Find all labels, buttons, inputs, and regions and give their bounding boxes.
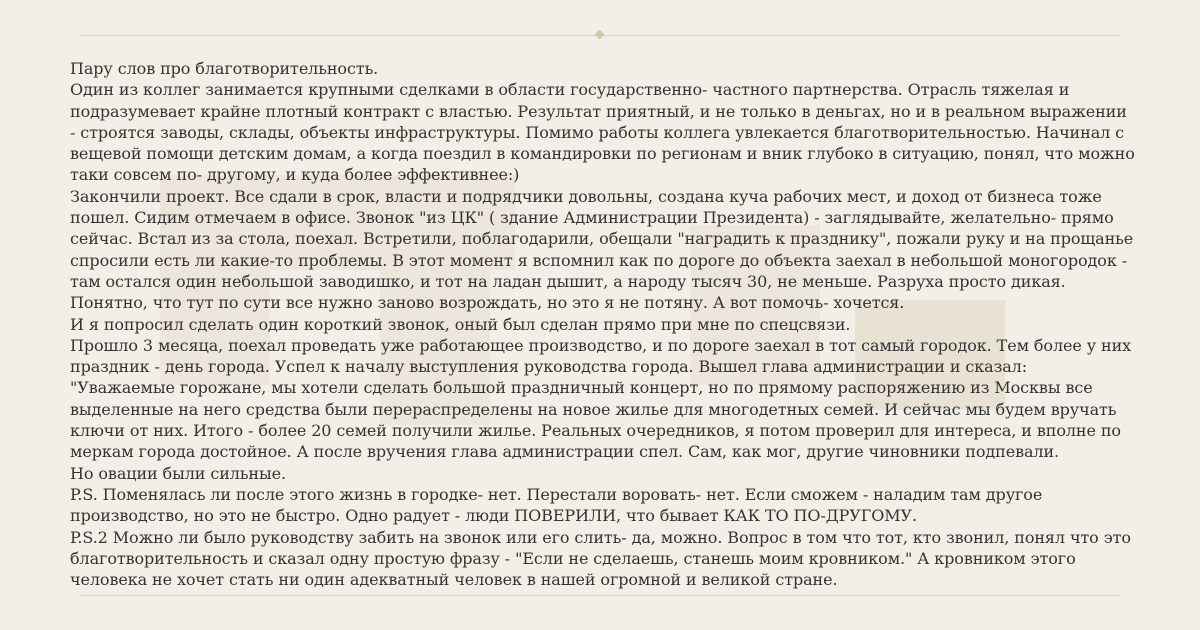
post-paragraph: Прошло 3 месяца, поехал проведать уже работающее производство, и по дороге заехал в тот самый городок. Тем более у них праздник - день города. Успел к началу выступления руководства города. Вышел глава администрации и сказал: (70, 335, 1132, 377)
post-paragraph: Один из коллег занимается крупными сделками в области государственно- частного партнерства. Отрасль тяжелая и подразумевает крайне плотный контракт с властью. Результат приятный, и не только в деньгах, но и в реальном выражении - строятся заводы, склады, объекты инфраструктуры. Помимо работы коллега увлекается благотворительностью. Начинал с вещевой помощи детским домам, а когда поездил в командировки по регионам и вник глубоко в ситуацию, понял, что можно таки совсем по- другому, и куда более эффективнее:) (70, 80, 1135, 185)
post-paragraph: P.S.2 Можно ли было руководству забить на звонок или его слить- да, можно. Вопрос в том что тот, кто звонил, понял что это благотворительность и сказал одну простую фразу - "Если не сделаешь, станешь моим кровником." А кровником этого человека не хочет стать ни один адекватный человек в нашей огромной и великой стране. (70, 527, 1131, 590)
post-body (70, 58, 1135, 590)
post-paragraph: Закончили проект. Все сдали в срок, власти и подрядчики довольны, создана куча рабочих мест, и доход от бизнеса тоже пошел. Сидим отмечаем в офисе. Звонок "из ЦК" ( здание Администрации Президента) - заглядывайте, желательно- прямо сейчас. Встал из за стола, поехал. Встретили, поблагодарили, обещали "наградить к празднику", пожали руку и на прощанье спросили есть ли какие-то проблемы. В этот момент я вспомнил как по дороге до объекта заехал в небольшой моногородок - там остался один небольшой заводишко, и тот на ладан дышит, а народу тысяч 30, не меньше. Разруха просто дикая. Понятно, что тут по сути все нужно заново возрождать, но это я не потяну. А вот помочь- хочется. (70, 186, 1134, 313)
bottom-divider (80, 595, 1120, 596)
post-paragraph: И я попросил сделать один короткий звонок, оный был сделан прямо при мне по спецсвязи. (70, 314, 851, 334)
post-title: Пару слов про благотворительность. (70, 59, 379, 78)
post-paragraph: "Уважаемые горожане, мы хотели сделать большой праздничный концерт, но по прямому распоряжению из Москвы все выделенные на него средства были перераспределены на новое жилье для многодетных семей. И сейчас мы будем вручать ключи от них. Итого - более 20 семей получили жилье. Реальных очередников, я потом проверил для интереса, и вполне по меркам города достойное. А после вручения глава администрации спел. Сам, как мог, другие чиновники подпевали. (70, 378, 1121, 462)
post-paragraph: Но овации были сильные. (70, 463, 286, 483)
post-paragraph: P.S. Поменялась ли после этого жизнь в городке- нет. Перестали воровать- нет. Если сможем - наладим там другое производство, но это не быстро. Одно радует - люди ПОВЕРИЛИ, что бывает КАК ТО ПО-ДРУГОМУ. (70, 484, 1043, 526)
